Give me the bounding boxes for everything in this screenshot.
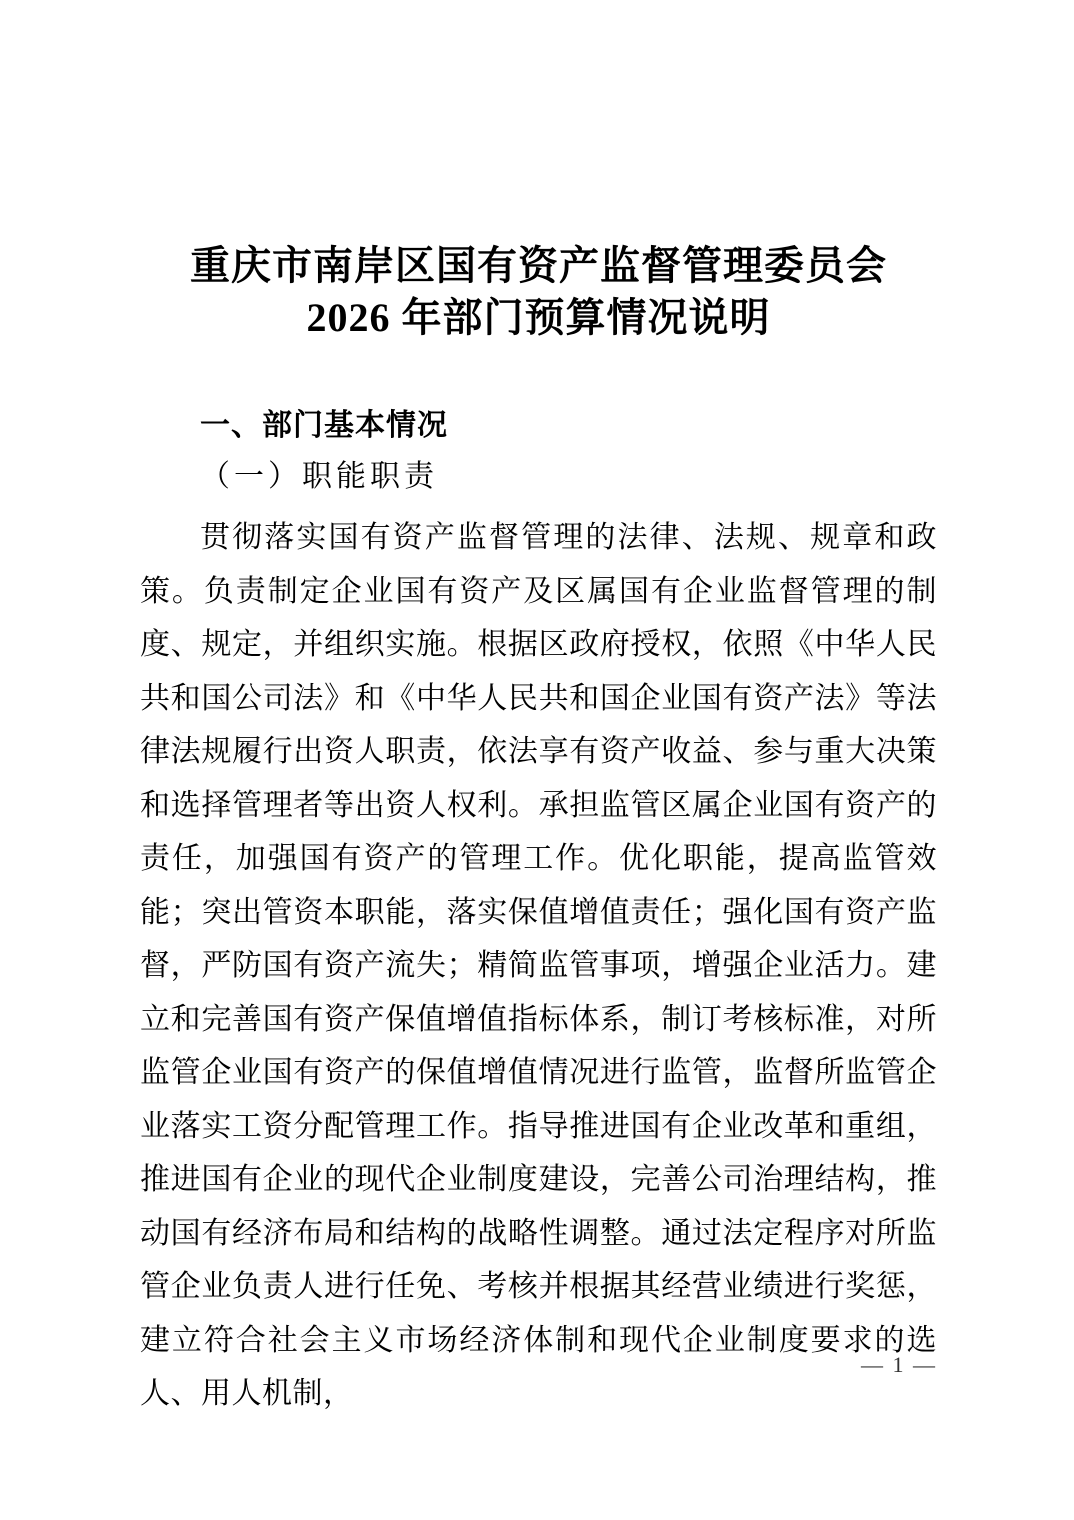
section-heading-basic-situation: 一、部门基本情况 xyxy=(200,409,448,442)
document-title xyxy=(140,0,937,344)
document-title-line-2: 2026 年部门预算情况说明 xyxy=(306,295,771,340)
page-number: — 1 — xyxy=(861,1352,937,1377)
subsection-heading-duties: （一）职能职责 xyxy=(200,460,438,493)
document-content xyxy=(140,0,937,1421)
document-title-line-1: 重庆市南岸区国有资产监督管理委员会 xyxy=(190,243,887,288)
body-paragraph-duties: 贯彻落实国有资产监督管理的法律、法规、规章和政策。负责制定企业国有资产及区属国有企业监督管理的制度、规定，并组织实施。根据区政府授权，依照《中华人民共和国公司法》和《中华人民共和国企业国有资产法》等法律法规履行出资人职责，依法享有资产收益、参与重大决策和选择管理者等出资人权利。承担监管区属企业国有资产的责任，加强国有资产的管理工作。优化职能，提高监管效能；突出管资本职能，落实保值增值责任；强化国有资产监督，严防国有资产流失；精简监管事项，增强企业活力。建立和完善国有资产保值增值指标体系，制订考核标准，对所监管企业国有资产的保值增值情况进行监管，监督所监管企业落实工资分配管理工作。指导推进国有企业改革和重组，推进国有企业的现代企业制度建设，完善公司治理结构，推动国有经济布局和结构的战略性调整。通过法定程序对所监管企业负责人进行任免、考核并根据其经营业绩进行奖惩，建立符合社会主义市场经济体制和现代企业制度要求的选人、用人机制， xyxy=(140,521,937,1410)
